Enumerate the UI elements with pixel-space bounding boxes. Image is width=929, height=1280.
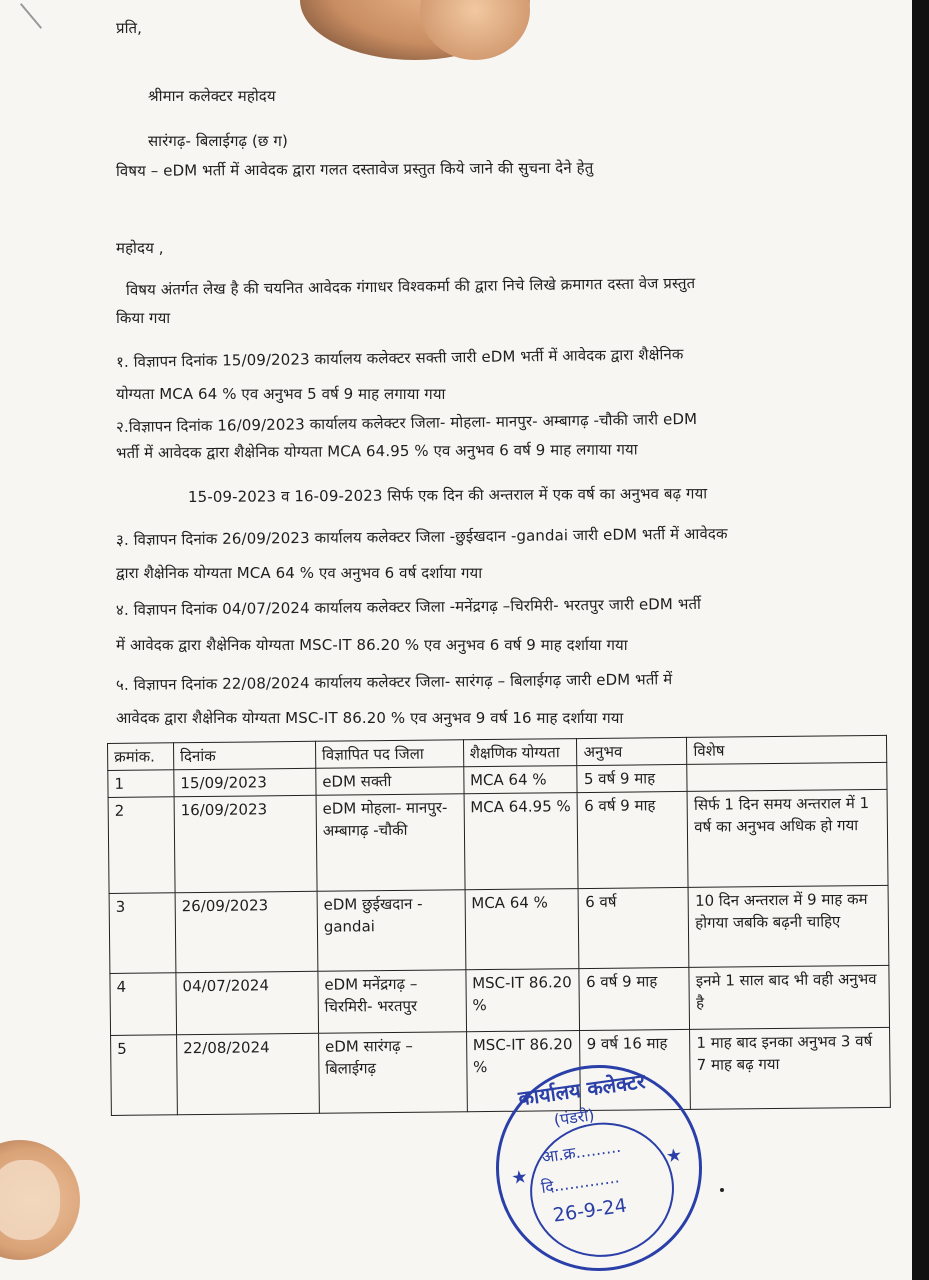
table-row: [111, 1027, 891, 1115]
cell-qualification: MSC-IT 86.20 %: [466, 969, 581, 1032]
cell-date: 15/09/2023: [174, 768, 316, 796]
cell-qualification: MSC-IT 86.20 %: [466, 1031, 581, 1112]
point-5-line-2: आवेदक द्वारा शैक्षेनिक योग्यता MSC-IT 86.20 % एव अनुभव 9 वर्ष 16 माह दर्शाया गया: [116, 709, 624, 727]
addressee-prati: प्रति,: [116, 19, 143, 37]
header-date: दिनांक: [173, 741, 315, 769]
cell-date: 22/08/2024: [177, 1033, 320, 1114]
interval-note: 15-09-2023 व 16-09-2023 सिर्फ एक दिन की अन्तराल में एक वर्ष का अनुभव बढ़ गया: [187, 484, 708, 506]
cell-experience: 6 वर्ष: [579, 887, 690, 968]
intro-line-1: विषय अंतर्गत लेख है की चयनित आवेदक गंगाधर विश्वकर्मा की द्वारा निचे लिखे क्रमागत दस्ता वेज प्रस्तुत: [125, 274, 696, 299]
header-post-district: विज्ञापित पद जिला: [315, 740, 463, 769]
stamp-star-icon: ★: [510, 1166, 530, 1190]
point-2-line-1: २.विज्ञापन दिनांक 16/09/2023 कार्यालय कलेक्टर जिला- मोहला- मानपुर- अम्बागढ़ -चौकी जारी eDM: [115, 409, 698, 436]
cell-experience: 6 वर्ष 9 माह: [579, 967, 689, 1030]
header-experience: अनुभव: [577, 737, 687, 765]
cell-experience: 9 वर्ष 16 माह: [580, 1029, 691, 1110]
point-2-line-2: भर्ती में आवेदक द्वारा शैक्षेनिक योग्यता MCA 64.95 % एव अनुभव 6 वर्ष 9 माह लगाया गया: [115, 440, 638, 462]
cell-serial: 2: [108, 797, 175, 894]
stamp-star-icon: ★: [664, 1144, 684, 1168]
paper-fold-mark: [20, 3, 42, 29]
table-row: [109, 885, 889, 973]
cell-remark: [687, 762, 887, 791]
cell-serial: 1: [108, 770, 174, 798]
point-4-line-2: में आवेदक द्वारा शैक्षेनिक योग्यता MSC-IT 86.20 % एव अनुभव 6 वर्ष 9 माह दर्शाया गया: [116, 636, 628, 654]
addressee-line-2: सारंगढ़- बिलाईगढ़ (छ ग): [148, 132, 288, 150]
ink-dot: [720, 1188, 724, 1192]
point-3-line-2: द्वारा शैक्षेनिक योग्यता MCA 64 % एव अनुभव 6 वर्ष दर्शाया गया: [116, 564, 483, 582]
cell-post: eDM सक्ती: [316, 767, 464, 796]
cell-qualification: MCA 64.95 %: [464, 793, 579, 890]
subject-line: विषय – eDM भर्ती में आवेदक द्वारा गलत दस्तावेज प्रस्तुत किये जाने की सुचना देने हेतु: [115, 158, 594, 180]
point-1-line-1: १. विज्ञापन दिनांक 15/09/2023 कार्यालय कलेक्टर सक्ती जारी eDM भर्ती में आवेदक द्वारा शैक्षेनिक: [115, 345, 684, 371]
cell-post: eDM सारंगढ़ – बिलाईगढ़: [318, 1032, 467, 1114]
cell-date: 26/09/2023: [175, 891, 318, 972]
stamp-date-label: दि.............: [539, 1167, 621, 1198]
cell-serial: 4: [110, 973, 177, 1036]
cell-post: eDM छुईखदान - gandai: [317, 890, 466, 972]
cell-remark: सिर्फ 1 दिन समय अन्तराल में 1 वर्ष का अनुभव अधिक हो गया: [687, 789, 888, 887]
point-4-line-1: ४. विज्ञापन दिनांक 04/07/2024 कार्यालय कलेक्टर जिला -मनेंद्रगढ़ –चिरमिरी- भरतपुर जारी eDM भर्ती: [115, 594, 702, 619]
point-1-line-2: योग्यता MCA 64 % एव अनुभव 5 वर्ष 9 माह लगाया गया: [116, 385, 446, 403]
table-row: [108, 789, 888, 893]
cell-serial: 3: [109, 893, 176, 974]
intro-line-2: किया गया: [116, 309, 171, 327]
cell-remark: 1 माह बाद इनका अनुभव 3 वर्ष 7 माह बढ़ गया: [690, 1027, 890, 1109]
background-edge: [912, 0, 929, 1280]
fingernail: [0, 1160, 60, 1240]
stamp-date-value: 26-9-24: [551, 1194, 629, 1227]
cell-remark: 10 दिन अन्तराल में 9 माह कम होगया जबकि बढ़नी चाहिए: [688, 885, 888, 967]
addressee-line-1: श्रीमान कलेक्टर महोदय: [148, 87, 276, 105]
cell-experience: 6 वर्ष 9 माह: [578, 791, 689, 888]
header-remarks: विशेष: [687, 735, 887, 764]
cell-qualification: MCA 64 %: [465, 889, 580, 970]
cell-post: eDM मनेंद्रगढ़ – चिरमिरी- भरतपुर: [318, 970, 466, 1034]
table-row: [110, 965, 890, 1035]
cell-post: eDM मोहला- मानपुर- अम्बागढ़ -चौकी: [316, 794, 465, 892]
cell-remark: इनमे 1 साल बाद भी वही अनुभव है: [689, 965, 889, 1029]
comparison-table: [107, 735, 891, 1116]
header-serial: क्रमांक.: [108, 743, 174, 771]
salutation: महोदय ,: [116, 239, 164, 257]
stamp-ref-label: आ.क्र.........: [540, 1136, 623, 1167]
point-5-line-1: ५. विज्ञापन दिनांक 22/08/2024 कार्यालय कलेक्टर जिला- सारंगढ़ – बिलाईगढ़ जारी eDM भर्ती में: [115, 670, 673, 694]
cell-date: 04/07/2024: [176, 971, 319, 1034]
cell-experience: 5 वर्ष 9 माह: [577, 764, 687, 792]
cell-date: 16/09/2023: [174, 795, 317, 892]
stamp-arc-text: कार्यालय कलेक्टर: [516, 1068, 647, 1111]
cell-qualification: MCA 64 %: [463, 766, 577, 794]
header-qualification: शैक्षणिक योग्यता: [463, 739, 577, 767]
point-3-line-1: ३. विज्ञापन दिनांक 26/09/2023 कार्यालय कलेक्टर जिला -छुईखदान -gandai जारी eDM भर्ती में आवेदक: [115, 524, 728, 549]
stamp-signature: (पंडरी): [552, 1105, 596, 1130]
cell-serial: 5: [111, 1035, 178, 1116]
